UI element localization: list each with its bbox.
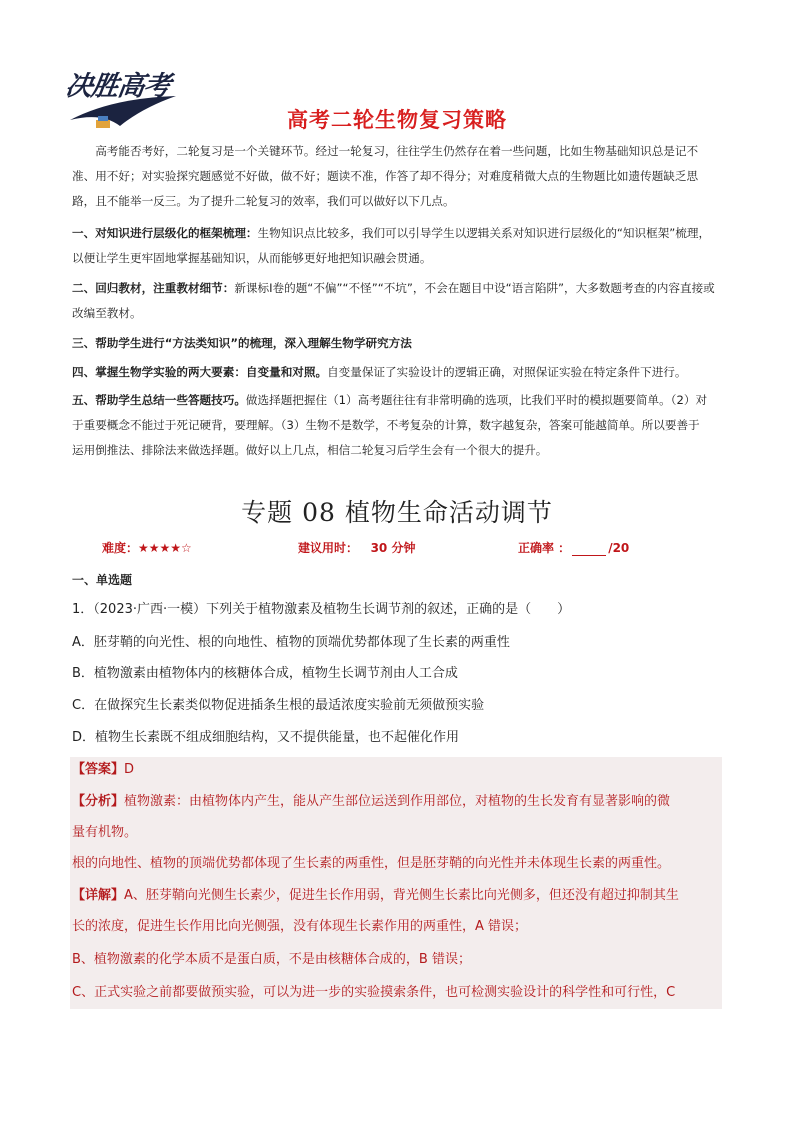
time-value: 30 分钟 bbox=[370, 541, 416, 555]
intro-line: 高考能否考好，二轮复习是一个关键环节。经过一轮复习，往往学生仍然存在着一些问题，比如生物基础知识总是记不 bbox=[95, 144, 699, 158]
detail-tag: 【详解】 bbox=[72, 888, 125, 903]
topic-title: 专题 08 植物生命活动调节 bbox=[241, 498, 553, 527]
option-d: D．植物生长素既不组成细胞结构，又不提供能量，也不起催化作用 bbox=[72, 730, 460, 745]
point-1-heading: 一、对知识进行层级化的框架梳理： bbox=[72, 226, 258, 240]
point-1-text-cont: 以便让学生更牢固地掌握基础知识，从而能够更好地把知识融会贯通。 bbox=[72, 251, 432, 265]
point-4-heading: 四、掌握生物学实验的两大要素：自变量和对照。 bbox=[72, 365, 328, 379]
analysis-line bbox=[72, 792, 722, 812]
accuracy bbox=[518, 539, 629, 556]
analysis-text-cont: 量有机物。 bbox=[72, 825, 138, 840]
difficulty-label: 难度： bbox=[102, 541, 139, 555]
option-b: B．植物激素由植物体内的核糖体合成，植物生长调节剂由人工合成 bbox=[72, 666, 458, 681]
option-c: C．在做探究生长素类似物促进插条生根的最适浓度实验前无须做预实验 bbox=[72, 698, 485, 713]
detail-text-cont: 长的浓度，促进生长作用比向光侧强，没有体现生长素作用的两重性，A 错误； bbox=[72, 919, 528, 934]
accuracy-label: 正确率 ： bbox=[518, 541, 571, 555]
answer-tag: 【答案】 bbox=[72, 762, 125, 777]
point-4 bbox=[72, 360, 728, 385]
detail-line bbox=[72, 886, 722, 906]
analysis-tag: 【分析】 bbox=[72, 794, 125, 809]
intro-line: 准、用不好；对实验探究题感觉不好做，做不好；题读不准，作答了却不得分；对难度稍微大点的生物题比如遗传题缺乏思 bbox=[72, 169, 699, 183]
point-5 bbox=[72, 388, 728, 463]
point-3-heading: 三、帮助学生进行“方法类知识”的梳理，深入理解生物学研究方法 bbox=[72, 336, 412, 350]
point-5-text-cont: 于重要概念不能过于死记硬背，要理解。（3）生物不是数学，不考复杂的计算，数字越复杂，答案可能越简单。所以要善于 bbox=[72, 418, 700, 432]
point-2 bbox=[72, 276, 728, 326]
accuracy-total: /20 bbox=[608, 541, 630, 555]
point-2-text-cont: 改编至教材。 bbox=[72, 306, 142, 320]
detail-text-cont: B、植物激素的化学本质不是蛋白质，不是由核糖体合成的，B 错误； bbox=[72, 952, 471, 967]
point-1 bbox=[72, 221, 728, 271]
point-2-text: 新课标Ⅰ卷的题“不偏”“不怪”“不坑”，不会在题目中设“语言陷阱”，大多数题考查的内容直接或 bbox=[234, 281, 715, 295]
suggested-time bbox=[298, 539, 415, 556]
analysis-text: 植物激素：由植物体内产生，能从产生部位运送到作用部位，对植物的生长发育有显著影响的微 bbox=[124, 794, 671, 809]
point-1-text: 生物知识点比较多，我们可以引导学生以逻辑关系对知识进行层级化的“知识框架”梳理， bbox=[257, 226, 711, 240]
point-5-text-cont: 运用倒推法、排除法来做选择题。做好以上几点，相信二轮复习后学生会有一个很大的提升。 bbox=[72, 443, 548, 457]
question-stem: 1．（2023·广西·一模）下列关于植物激素及植物生长调节剂的叙述，正确的是（ ） bbox=[72, 602, 571, 617]
accuracy-blank[interactable] bbox=[572, 543, 606, 556]
time-label: 建议用时： bbox=[298, 541, 359, 555]
point-2-heading: 二、回归教材，注重教材细节： bbox=[72, 281, 235, 295]
point-3 bbox=[72, 331, 728, 356]
strategy-title: 高考二轮生物复习策略 bbox=[287, 108, 507, 132]
logo-text: 决胜高考 bbox=[63, 71, 172, 102]
difficulty-stars: ★★★★☆ bbox=[138, 541, 192, 555]
option-a: A．胚芽鞘的向光性、根的向地性、植物的顶端优势都体现了生长素的两重性 bbox=[72, 635, 510, 650]
difficulty bbox=[102, 539, 192, 556]
detail-text: A、胚芽鞘向光侧生长素少，促进生长作用弱，背光侧生长素比向光侧多，但还没有超过抑制其生 bbox=[124, 888, 679, 903]
section-heading: 一、单选题 bbox=[72, 573, 133, 587]
intro-paragraph bbox=[72, 139, 728, 214]
intro-line: 路，且不能举一反三。为了提升二轮复习的效率，我们可以做好以下几点。 bbox=[72, 194, 455, 208]
analysis-text-cont: 根的向地性、植物的顶端优势都体现了生长素的两重性，但是胚芽鞘的向光性并未体现生长素的两重性。 bbox=[72, 856, 671, 871]
answer-line bbox=[72, 760, 722, 780]
answer-value: D bbox=[124, 762, 135, 777]
detail-text-cont: C、正式实验之前都要做预实验，可以为进一步的实验摸索条件，也可检测实验设计的科学性和可行性，C bbox=[72, 985, 676, 1000]
point-5-heading: 五、帮助学生总结一些答题技巧。 bbox=[72, 393, 246, 407]
point-4-text: 自变量保证了实验设计的逻辑正确，对照保证实验在特定条件下进行。 bbox=[327, 365, 687, 379]
point-5-text: 做选择题把握住（1）高考题往往有非常明确的选项，比我们平时的模拟题要简单。（2）对 bbox=[245, 393, 708, 407]
